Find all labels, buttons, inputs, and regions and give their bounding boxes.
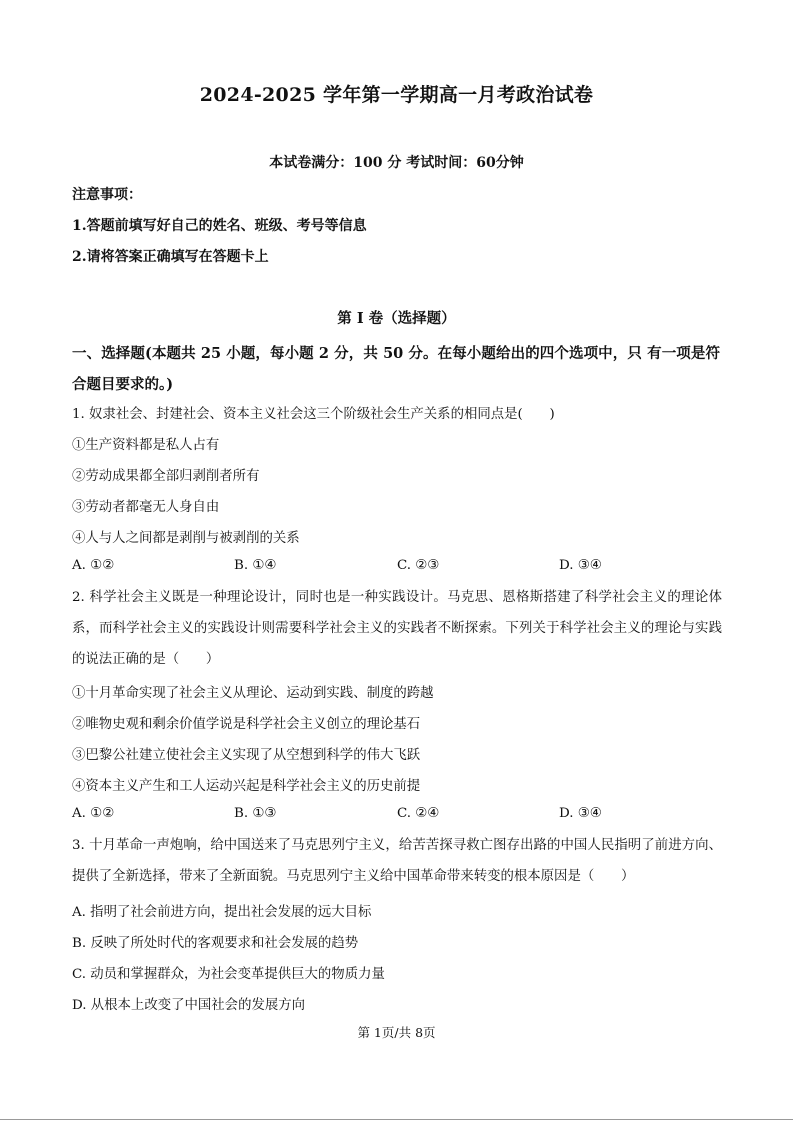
question-statement: ①十月革命实现了社会主义从理论、运动到实践、制度的跨越 bbox=[72, 686, 434, 701]
answer-option-d: D. ③④ bbox=[559, 558, 602, 573]
page-footer: 第 1页/共 8页 bbox=[357, 1025, 436, 1040]
section-title: 第 I 卷（选择题） bbox=[337, 310, 456, 327]
exam-title: 2024-2025 学年第一学期高一月考政治试卷 bbox=[199, 84, 594, 106]
answer-option-c: C. 动员和掌握群众，为社会变革提供巨大的物质力量 bbox=[72, 967, 385, 982]
exam-meta: 本试卷满分：100 分 考试时间：60分钟 bbox=[269, 155, 524, 171]
answer-option-c: C. ②③ bbox=[397, 558, 440, 573]
question-statement: ④资本主义产生和工人运动兴起是科学社会主义的历史前提 bbox=[72, 779, 421, 794]
answer-option-a: A. ①② bbox=[72, 806, 115, 821]
question-statement: ②劳动成果都全部归剥削者所有 bbox=[72, 469, 260, 484]
answer-option-c: C. ②④ bbox=[397, 806, 440, 821]
section-instruction: 一、选择题(本题共 25 小题，每小题 2 分，共 50 分。在每小题给出的四个选项中，只 有一项是符合题目要求的。) bbox=[72, 345, 720, 393]
answer-option-d: D. 从根本上改变了中国社会的发展方向 bbox=[72, 998, 306, 1013]
notice-heading: 注意事项： bbox=[72, 187, 142, 203]
question-stem: 2. 科学社会主义既是一种理论设计，同时也是一种实践设计。马克思、恩格斯搭建了科学社会主义的理论体系，而科学社会主义的实践设计则需要科学社会主义的实践者不断探索。下列关于科学社会主义的理论与实践的说法正确的是（ ） bbox=[72, 590, 722, 667]
notice-item: 1.答题前填写好自己的姓名、班级、考号等信息 bbox=[72, 218, 367, 234]
question-stem: 1. 奴隶社会、封建社会、资本主义社会这三个阶级社会生产关系的相同点是( ) bbox=[72, 407, 555, 422]
question-statement: ③劳动者都毫无人身自由 bbox=[72, 500, 220, 515]
question-stem: 3. 十月革命一声炮响，给中国送来了马克思列宁主义，给苦苦探寻救亡图存出路的中国人民指明了前进方向、提供了全新选择，带来了全新面貌。马克思列宁主义给中国革命带来转变的根本原因是（ ） bbox=[72, 838, 722, 884]
question-statement: ①生产资料都是私人占有 bbox=[72, 438, 220, 453]
answer-option-b: B. ①③ bbox=[234, 806, 277, 821]
answer-option-b: B. ①④ bbox=[234, 558, 277, 573]
question-statement: ②唯物史观和剩余价值学说是科学社会主义创立的理论基石 bbox=[72, 717, 421, 732]
answer-option-d: D. ③④ bbox=[559, 806, 602, 821]
answer-option-b: B. 反映了所处时代的客观要求和社会发展的趋势 bbox=[72, 936, 359, 951]
question-statement: ④人与人之间都是剥削与被剥削的关系 bbox=[72, 531, 300, 546]
bottom-divider bbox=[0, 1119, 793, 1120]
answer-option-a: A. 指明了社会前进方向，提出社会发展的远大目标 bbox=[72, 905, 372, 920]
notice-item: 2.请将答案正确填写在答题卡上 bbox=[72, 249, 269, 265]
question-statement: ③巴黎公社建立使社会主义实现了从空想到科学的伟大飞跃 bbox=[72, 748, 421, 763]
answer-option-a: A. ①② bbox=[72, 558, 115, 573]
